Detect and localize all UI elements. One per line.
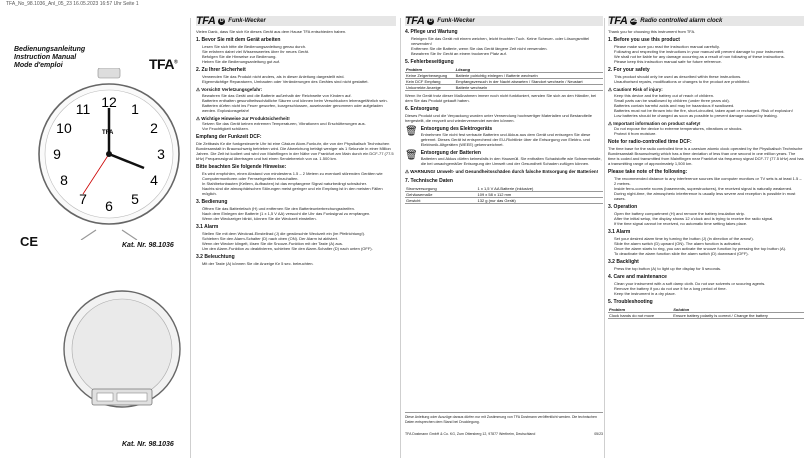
list-item: • Eigenmächtige Reparaturen, Umbauten oder Veränderungen des Gerätes sind nicht gestattet. <box>202 79 396 84</box>
list-item: • Batterien dürfen nicht ins Feuer geworfen, kurzgeschlossen, auseinander genommen oder aufgeladen werden. Explosionsgefahr! <box>202 103 396 113</box>
list-item: • Small parts can be swallowed by children (under three years old). <box>614 98 804 103</box>
column-divider <box>190 18 191 458</box>
list-item: • Do not expose the device to extreme temperatures, vibrations or shocks. <box>614 126 804 131</box>
list-item: • Setzen Sie das Gerät keinen extremen Temperaturen, Vibrationen und Erschütterungen aus. <box>202 121 396 126</box>
section-heading: 3. Operation <box>608 204 638 210</box>
clock-numeral: 4 <box>150 172 158 188</box>
warning-heading: ⚠ Wichtige Hinweise zur Produktsicherheit! <box>196 115 290 121</box>
list-item: • Wenn der Weckzeiger blinkt, können Sie die Weckzeit einstellen. <box>202 216 396 221</box>
clock-dial-brand: TFA <box>102 130 114 136</box>
list-item: • Clean your instrument with a soft damp cloth. Do not use solvents or scouring agents. <box>614 281 804 286</box>
brand-logo: TFA <box>608 16 628 27</box>
table-row: Unkorrekte Anzeige Batterie wechseln <box>405 85 603 91</box>
page-title: Radio controlled alarm clock <box>640 18 723 24</box>
list-item: • Befolgen Sie die Hinweise zur Bedienung. <box>202 54 396 59</box>
list-item: • Keep the instrument in a dry place. <box>614 291 804 296</box>
bullet-list <box>608 93 804 118</box>
table-header: Problem <box>608 307 672 313</box>
clock-numeral: 12 <box>101 94 117 110</box>
list-item: • Bewahren Sie Ihr Gerät an einem trockenen Platz auf. <box>411 51 603 56</box>
english-page <box>608 16 804 458</box>
list-item: • This product should only be used as described within these instructions. <box>614 74 804 79</box>
list-item: • Set your desired alarm time by turning the button (J) (in direction of the arrow!). <box>614 236 804 241</box>
bullet-list <box>196 206 396 221</box>
clock-numeral: 3 <box>157 146 165 162</box>
crossed-bin-icon: 🗑 <box>405 150 418 161</box>
section-heading: 3.2 Backlight <box>608 259 639 265</box>
kat-number-top: Kat. Nr. 98.1036 <box>122 242 174 249</box>
list-item: • If the time signal cannot be received, no automatic time setting takes place. <box>614 221 804 226</box>
footer-text: Diese Anleitung oder Auszüge daraus dürfen nur mit Zustimmung von TFA Dostmann veröffentlicht werden. Die technischen Daten entsprechen dem Stand bei Drucklegung. <box>405 415 597 424</box>
page-footer <box>405 412 603 437</box>
list-item: • Entfernen Sie die Batterie, wenn Sie das Gerät längere Zeit nicht verwenden. <box>411 46 603 51</box>
page-title: Funk-Wecker <box>437 18 475 24</box>
section-heading: 1. Before you use this product <box>608 37 680 43</box>
troubleshooting-table <box>405 67 603 91</box>
section-heading: 3.1 Alarm <box>196 224 219 230</box>
clock-numeral: 10 <box>56 120 72 136</box>
section-heading: Note for radio-controlled time DCF: <box>608 139 692 145</box>
list-item: • Es wird empfohlen, einen Abstand von mindestens 1.5 – 2 Metern zu eventuell störenden Geräten wie Computermonitoren oder Fernsehgeräten einzuhalten. <box>202 171 396 181</box>
section-heading: Please take note of the following: <box>608 169 688 175</box>
bullet-list <box>608 211 804 226</box>
troubleshooting-table <box>608 307 804 319</box>
bullet-list <box>196 93 396 113</box>
warning-heading: ⚠ WARNUNG! Umwelt- und Gesundheitsschäden durch falsche Entsorgung der Batterien! <box>405 169 599 174</box>
clock-numeral: 1 <box>131 100 139 117</box>
list-item: • Nach dem Einlegen der Batterie (1 x 1,5 V AA) versucht die Uhr das Funksignal zu empfangen. <box>202 211 396 216</box>
table-row: Clock hands do not move Ensure battery polarity is correct / Change the battery <box>608 313 804 319</box>
section-heading: 3. Bedienung <box>196 199 228 205</box>
paragraph: Dieses Produkt und die Verpackung wurden unter Verwendung hochwertiger Materialien und Bestandteile hergestellt, die recycelt und wiederverwendet werden können. <box>405 113 593 123</box>
section-heading: 1. Bevor Sie mit dem Gerät arbeiten <box>196 37 281 43</box>
paragraph: Batterien und Akkus dürfen keinesfalls in den Hausmüll. Sie enthalten Schadstoffe wie Schwermetalle, die bei unsachgemäßer Entsorgung der Umwelt und der Gesundheit Schaden zufügen können. <box>420 156 602 166</box>
list-item: • Mit der Taste (A) können Sie die Anzeige für 5 sec. beleuchten. <box>202 261 396 266</box>
column-divider <box>400 18 401 458</box>
bullet-list <box>608 236 804 256</box>
paragraph: The time base for the radio controlled time is a caesium atomic clock operated by the Physikalisch Technische Bundesanstalt Braunschweig which has a time deviation of less than one second in one million years. The time is coded and transmitted from Mainflingen near Frankfurt via frequency signal DCF-77 (77.5 kHz) and has a transmitting range of approximately 1,500 km. <box>608 146 804 166</box>
german-page-2 <box>405 16 603 458</box>
warning-heading: ⚠ Important information on product safety! <box>608 120 701 126</box>
brand-logo: TFA <box>196 16 216 27</box>
file-header: TFA_No_98.1036_Anl_05_23 16.05.2023 16:57 Uhr Seite 1 <box>6 1 139 7</box>
paragraph: Wenn Ihr Gerät trotz dieser Maßnahmen immer noch nicht funktioniert, wenden Sie sich an den Händler, bei dem Sie das Produkt gekauft haben. <box>405 93 597 103</box>
list-item: • Stellen Sie mit dem Weckrad-Einstellrad (J) die gewünschte Weckzeit ein (im Pfeilrichtung!). <box>202 231 396 236</box>
list-item: • After the initial setup, the display shows 12 o'clock and is trying to receive the radio signal. <box>614 216 804 221</box>
clock-numeral: 6 <box>105 198 113 214</box>
bullet-list <box>405 36 603 56</box>
page-header <box>196 16 396 26</box>
title-en: Instruction Manual <box>14 54 77 61</box>
warning-heading: ⚠ Caution! Risk of injury: <box>608 87 663 92</box>
bullet-list <box>196 74 396 84</box>
section-heading: 2. Zu Ihrer Sicherheit <box>196 67 246 73</box>
language-badge-icon: D <box>219 17 224 24</box>
list-item: • Slide the alarm switch (D) upward (ON). The alarm function is activated. <box>614 241 804 246</box>
title-de: Bedienungsanleitung <box>14 46 86 53</box>
ce-mark: CE <box>20 234 39 249</box>
column-divider <box>604 18 605 458</box>
list-item: • Remove the battery if you do not use it for a long period of time. <box>614 286 804 291</box>
disposal-block <box>405 126 603 147</box>
list-item: • Wenn der Wecker klingelt, lösen Sie die Snooze-Funktion mit der Taste (A) aus. <box>202 241 396 246</box>
list-item: • Keep this device and the battery out of reach of children. <box>614 93 804 98</box>
bullet-list <box>608 44 804 64</box>
table-row: Gewicht 132 g (nur das Gerät) <box>405 197 603 203</box>
list-item: • Schieben Sie den Alarm-Schalter (D) nach oben (ON). Der Alarm ist aktiviert. <box>202 236 396 241</box>
bullet-list <box>608 126 804 136</box>
section-heading: Entsorgung der Batterien <box>420 150 481 156</box>
page-title: Funk-Wecker <box>228 18 266 24</box>
page-header <box>608 16 804 26</box>
bullet-list <box>196 44 396 64</box>
paragraph: Entnehmen Sie nicht fest verbaute Batterien und Akkus aus dem Gerät und entsorgen Sie diese getrennt. Dieses Gerät ist entsprechend der EU-Richtlinie über die Entsorgung von Elektro- und Elektronik-Altgeräten (WEEE) gekennzeichnet. <box>420 132 591 147</box>
section-heading: 4. Pflege und Wartung <box>405 29 458 35</box>
footer-address: TFA Dostmann GmbH & Co. KG, Zum Ottersberg 12, 97877 Wertheim, Deutschland <box>405 432 536 436</box>
list-item: • Um den Alarm-Funktion zu deaktivieren, schieben Sie den Alarm-Schalter (D) nach unten (OFF). <box>202 246 396 251</box>
title-fr: Mode d'emploi <box>14 62 63 69</box>
bullet-list <box>608 74 804 84</box>
tech-data-table <box>405 186 603 204</box>
table-row: Stromversorgung 1 x 1,5 V AA Batterie (inklusive) <box>405 186 603 192</box>
list-item: • Batterien enthalten gesundheitsschädliche Säuren und können beim Verschlucken lebensgefährlich sein. <box>202 98 396 103</box>
section-heading: 5. Fehlerbeseitigung <box>405 59 454 65</box>
bullet-list <box>196 231 396 251</box>
bullet-list <box>608 176 804 201</box>
brand-logo: TFA <box>405 16 425 27</box>
list-item: • Batteries must not be thrown into the fire, short-circuited, taken apart or recharged. Risk of explosion! <box>614 108 804 113</box>
brand-logo: TFA® <box>149 56 178 72</box>
list-item: • To deactivate the alarm function slide the alarm switch (D) downward (OFF). <box>614 251 804 256</box>
section-heading: 2. For your safety <box>608 67 650 73</box>
section-heading: Entsorgung des Elektrogeräts <box>420 126 493 132</box>
alarm-clock-front-illustration <box>36 68 181 240</box>
clock-numeral: 9 <box>53 146 61 162</box>
section-heading: 3.1 Alarm <box>608 229 631 235</box>
list-item: • Inside ferro-concrete rooms (basements, superstructures), the received signal is naturally weakened. <box>614 186 804 191</box>
list-item: • Verwenden Sie das Produkt nicht anders, als in dieser Anleitung dargestellt wird. <box>202 74 396 79</box>
clock-numeral: 11 <box>75 100 91 117</box>
list-item: • Low batteries should be changed as soon as possible to prevent damage caused by leaking. <box>614 113 804 118</box>
clock-numeral: 2 <box>150 120 158 136</box>
table-row: Gehäusemaße 109 x 58 x 112 mm <box>405 191 603 197</box>
page-header <box>405 16 603 26</box>
language-badge-icon: GB <box>630 17 638 24</box>
list-item: • We shall not be liable for any damage occurring as a result of non following of these instructions. <box>614 54 804 59</box>
section-heading: Empfang der Funkzeit DCF: <box>196 134 262 140</box>
list-item: • Once the alarm starts to ring, you can activate the snooze function by pressing the top button (A). <box>614 246 804 251</box>
intro-text: Vielen Dank, dass Sie sich für dieses Gerät aus dem Hause TFA entschieden haben. <box>196 29 347 34</box>
section-heading: 4. Care and maintenance <box>608 274 667 280</box>
bullet-list <box>196 121 396 131</box>
intro-text: Thank you for choosing this instrument from TFA. <box>608 29 696 34</box>
list-item: • Please make sure you read the instruction manual carefully. <box>614 44 804 49</box>
list-item: • Protect it from moisture. <box>614 131 804 136</box>
list-item: • Vor Feuchtigkeit schützen. <box>202 126 396 131</box>
list-item: • Öffnen Sie das Batteriefach (H) und entfernen Sie den Batterieunterbrechungsstreifen. <box>202 206 396 211</box>
warning-heading: ⚠ Vorsicht! Verletzungsgefahr: <box>196 87 263 92</box>
section-heading: 5. Troubleshooting <box>608 299 653 305</box>
footer-code: 05/23 <box>594 432 603 436</box>
list-item: • Batteries contain harmful acids and may be hazardous if swallowed. <box>614 103 804 108</box>
list-item: • During night-time, the atmospheric interference is usually less severe and reception is possible in most cases. <box>614 191 804 201</box>
list-item: • Sie erfahren dabei viel Wissenswertes über Ihr neues Gerät. <box>202 49 396 54</box>
clock-numeral: 8 <box>60 172 68 188</box>
bullet-list <box>608 281 804 296</box>
paragraph: Die Zeitbasis für die funkgesteuerte Uhr ist eine Cäsium Atom-Funkuhr, die von der Physikalisch Technischen Bundesanstalt in Braunschweig betrieben wird. Die Abweichung beträgt weniger als 1 Sekunde in einer Million Jahren. Die Zeit ist kodiert und wird von Mainflingen in der Nähe von Frankfurt am Main durch ein DCF-77 (77.5 kHz) Frequenzsignal übertragen und hat einen Sendebereich von ca. 1.500 km. <box>196 141 394 161</box>
bullet-list <box>608 266 804 271</box>
table-header: Problem <box>405 67 455 73</box>
list-item: • Press the top button (A) to light up the display for 5 seconds. <box>614 266 804 271</box>
disposal-block <box>405 150 603 166</box>
section-heading: 7. Technische Daten <box>405 177 453 184</box>
list-item: • Following and respecting the instructions in your manual will prevent damage to your instrument. <box>614 49 804 54</box>
language-badge-icon: D <box>428 17 433 24</box>
kat-number-bottom: Kat. Nr. 98.1036 <box>122 441 174 448</box>
cover-panel <box>4 16 186 458</box>
section-heading: 3.2 Beleuchtung <box>196 254 235 260</box>
list-item: • Nachts sind die atmosphärischen Störungen meist geringer und ein Empfang ist in den meisten Fällen möglich. <box>202 186 396 196</box>
list-item: • Please keep this instruction manual safe for future reference. <box>614 59 804 64</box>
section-heading: Bitte beachten Sie folgende Hinweise: <box>196 164 287 170</box>
crossed-bin-icon: 🗑 <box>405 126 418 137</box>
bullet-list <box>196 261 396 266</box>
table-row: Keine Zeigerbewegung Batterie polrichtig einlegen / Batterie wechseln <box>405 73 603 79</box>
list-item: • Bewahren Sie das Gerät und die Batterie außerhalb der Reichweite von Kindern auf. <box>202 93 396 98</box>
list-item: • In Stahlbetonbauten (Kellern, Aufbauten) ist das empfangene Signal naturbedingt schwächer. <box>202 181 396 186</box>
section-heading: 6. Entsorgung <box>405 106 439 112</box>
german-page-1 <box>196 16 396 458</box>
list-item: • Unauthorised repairs, modifications or changes to the product are prohibited. <box>614 79 804 84</box>
list-item: • Heben Sie die Bedienungsanleitung gut auf. <box>202 59 396 64</box>
list-item: • Reinigen Sie das Gerät mit einem weichen, leicht feuchten Tuch. Keine Scheuer- oder Lösungsmittel verwenden! <box>411 36 603 46</box>
bullet-list <box>196 171 396 196</box>
list-item: • The recommended distance to any interference sources like computer monitors or TV sets is at least 1.5 – 2 metres. <box>614 176 804 186</box>
table-header: Solution <box>672 307 804 313</box>
table-header: Lösung <box>455 67 603 73</box>
manual-titles <box>14 46 85 70</box>
clock-numeral: 7 <box>79 191 87 208</box>
clock-numeral: 5 <box>131 191 139 208</box>
list-item: • Lesen Sie sich bitte die Bedienungsanleitung genau durch. <box>202 44 396 49</box>
alarm-clock-back-illustration <box>62 281 182 431</box>
table-row: Kein DCF Empfang Empfangsversuch in der Nacht abwarten / Standort wechseln / Neustart <box>405 79 603 85</box>
list-item: • Open the battery compartment (H) and remove the battery insulation strip. <box>614 211 804 216</box>
